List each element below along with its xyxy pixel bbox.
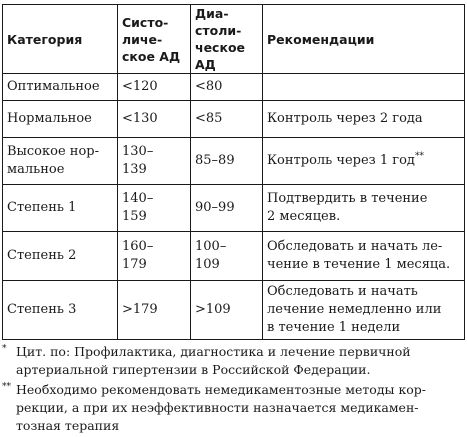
footnote-text: Цит. по: Профилактика, диагностика и лечение первичной артериальной гипертензии в Российской Федерации.	[16, 344, 411, 377]
cell-recommendation: Контроль через 2 года	[263, 101, 465, 138]
footnote-text: Необходимо рекомендовать немедикаментозные методы кор- рекции, а при их неэффективности назначается медикамен- тозная терапия	[16, 382, 427, 433]
table-header-row	[3, 5, 465, 74]
cell-recommendation: Обследовать и начать ле- чение в течение 1 месяца.	[263, 232, 465, 281]
cell-category: Нормальное	[3, 101, 118, 138]
footnote-mark: **	[2, 382, 11, 392]
table-row	[3, 232, 465, 281]
cell-systolic: 130– 139	[118, 138, 191, 185]
cell-recommendation: Обследовать и начать лечение немедленно или в течение 1 недели	[263, 281, 465, 340]
header-recommendations: Рекомендации	[263, 5, 465, 74]
cell-category: Оптимальное	[3, 74, 118, 101]
cell-category: Степень 1	[3, 185, 118, 232]
cell-category: Степень 3	[3, 281, 118, 340]
table-row	[3, 185, 465, 232]
table-row	[3, 101, 465, 138]
cell-systolic: >179	[118, 281, 191, 340]
cell-category: Высокое нор- мальное	[3, 138, 118, 185]
header-diastolic: Диа- столи- ческое АД	[191, 5, 263, 74]
cell-diastolic: >109	[191, 281, 263, 340]
table-row	[3, 138, 465, 185]
cell-diastolic: <80	[191, 74, 263, 101]
footnote	[2, 381, 464, 435]
header-systolic: Систо- личе- ское АД	[118, 5, 191, 74]
cell-systolic: <120	[118, 74, 191, 101]
cell-systolic: <130	[118, 101, 191, 138]
cell-diastolic: <85	[191, 101, 263, 138]
table-row	[3, 74, 465, 101]
table-row	[3, 281, 465, 340]
cell-diastolic: 100– 109	[191, 232, 263, 281]
footnote-mark: *	[2, 344, 7, 354]
cell-systolic: 160– 179	[118, 232, 191, 281]
cell-diastolic: 85–89	[191, 138, 263, 185]
cell-recommendation: Подтвердить в течение 2 месяцев.	[263, 185, 465, 232]
footnote-ref: **	[414, 151, 424, 162]
footnote	[2, 343, 464, 379]
cell-diastolic: 90–99	[191, 185, 263, 232]
cell-recommendation	[263, 74, 465, 101]
blood-pressure-table	[2, 4, 465, 340]
footnotes	[2, 343, 464, 437]
cell-systolic: 140– 159	[118, 185, 191, 232]
cell-recommendation: Контроль через 1 год**	[263, 138, 465, 185]
header-category: Категория	[3, 5, 118, 74]
cell-category: Степень 2	[3, 232, 118, 281]
